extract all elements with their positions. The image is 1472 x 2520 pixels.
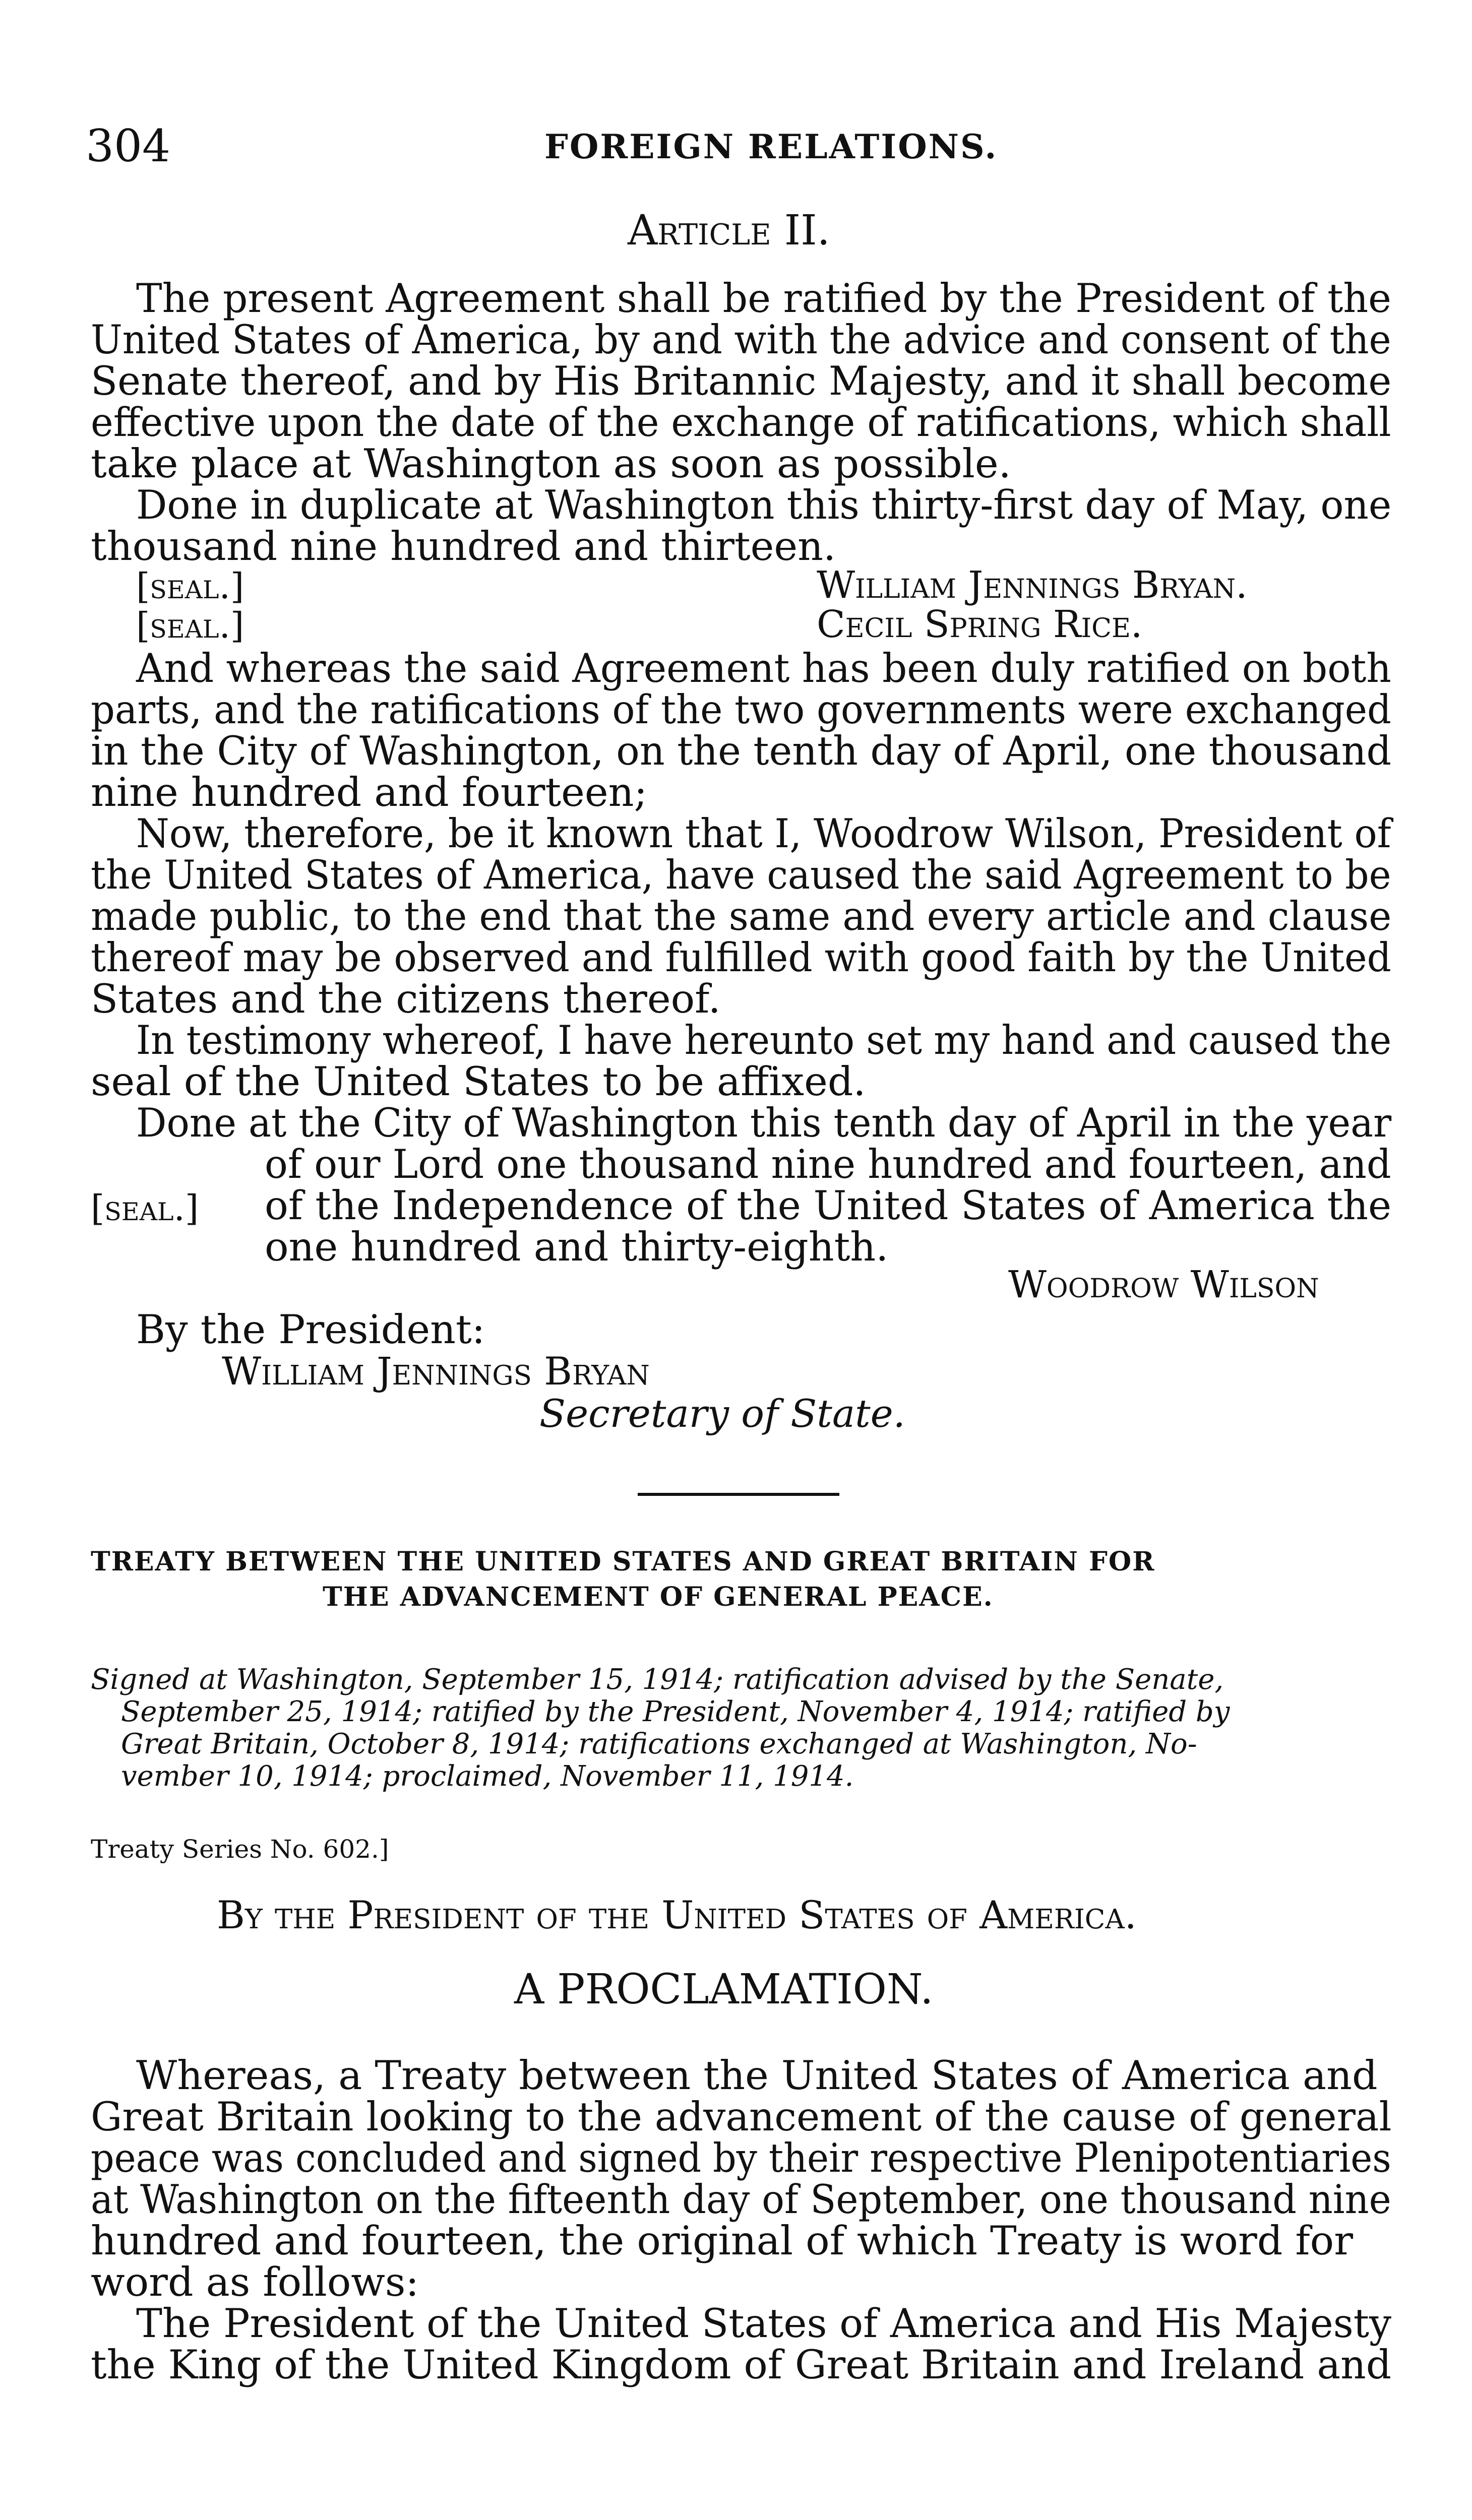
whereas-line: at Washington on the fifteenth day of September, one thousand nine [91, 2176, 1391, 2223]
body-p4-line: made public, to the end that the same and every article and clause [91, 893, 1392, 939]
whereas-line: peace was concluded and signed by their respective Plenipotentiaries [91, 2135, 1391, 2181]
running-title: FOREIGN RELATIONS. [544, 127, 998, 166]
treaty-note-line: Great Britain, October 8, 1914; ratifications exchanged at Washington, No- [121, 1728, 1197, 1760]
by-the-president-heading: By the President of the United States of America. [217, 1893, 1137, 1937]
whereas-line: Whereas, a Treaty between the United States of America and [136, 2052, 1378, 2099]
article-p1-line: effective upon the date of the exchange of ratifications, which shall [91, 399, 1391, 446]
president-signature: Woodrow Wilson [1008, 1263, 1319, 1306]
signer-name: William Jennings Bryan. [817, 563, 1248, 607]
seal-label: [seal.] [136, 565, 244, 607]
body-p3-line: parts, and the ratifications of the two governments were exchanged [91, 686, 1391, 733]
seal-label: [seal.] [136, 605, 244, 646]
body-p4-line: the United States of America, have caused the said Agreement to be [91, 852, 1391, 898]
article-p1-line: take place at Washington as soon as possible. [91, 440, 1011, 487]
body-p6-line: of the Independence of the United States of America the [265, 1182, 1392, 1229]
body-p6-line: Done at the City of Washington this tenth day of April in the year [136, 1100, 1392, 1146]
treaty-note-line: vember 10, 1914; proclaimed, November 11, 1914. [121, 1760, 854, 1793]
treaty-note-line: September 25, 1914; ratified by the President, November 4, 1914; ratified by [121, 1695, 1230, 1728]
secretary-name: William Jennings Bryan [222, 1349, 650, 1394]
article-p2-line: thousand nine hundred and thirteen. [91, 523, 836, 570]
body-p4-line: States and the citizens thereof. [91, 976, 721, 1022]
body-p3-line: And whereas the said Agreement has been duly ratified on both [136, 645, 1391, 691]
body-p4-line: Now, therefore, be it known that I, Woodrow Wilson, President of [136, 810, 1391, 857]
article-p1-line: United States of America, by and with the advice and consent of the [91, 317, 1391, 363]
body-p4-line: thereof may be observed and fulfilled with good faith by the United [91, 934, 1391, 981]
body-p6-line: one hundred and thirty-eighth. [265, 1224, 889, 1270]
whereas-line: Great Britain looking to the advancement of the cause of general [91, 2094, 1392, 2140]
whereas-line: word as follows: [91, 2259, 419, 2305]
treaty-title-line: TREATY BETWEEN THE UNITED STATES AND GREAT BRITAIN FOR [91, 1546, 1155, 1577]
proclamation-heading: A PROCLAMATION. [514, 1966, 934, 2013]
body-p3-line: in the City of Washington, on the tenth day of April, one thousand [91, 728, 1392, 774]
article-p1-line: The present Agreement shall be ratified by the President of the [136, 275, 1391, 322]
article-p2-line: Done in duplicate at Washington this thirty-first day of May, one [136, 482, 1392, 528]
treaty-title-line: THE ADVANCEMENT OF GENERAL PEACE. [323, 1582, 994, 1612]
article-heading: Article II. [628, 207, 830, 255]
body-p5-line: seal of the United States to be affixed. [91, 1058, 866, 1105]
article-p1-line: Senate thereof, and by His Britannic Majesty, and it shall become [91, 358, 1392, 404]
seal-label: [seal.] [91, 1187, 199, 1229]
whereas-line: hundred and fourteen, the original of which Treaty is word for [91, 2218, 1353, 2264]
final-line: The President of the United States of America and His Majesty [136, 2300, 1392, 2347]
section-divider [638, 1493, 839, 1496]
treaty-series: Treaty Series No. 602.] [91, 1835, 389, 1864]
signer-name: Cecil Spring Rice. [817, 603, 1143, 646]
final-line: the King of the United Kingdom of Great Britain and Ireland and [91, 2342, 1392, 2388]
body-p6-line: of our Lord one thousand nine hundred and fourteen, and [265, 1141, 1391, 1187]
page-number: 304 [86, 120, 170, 172]
treaty-note-line: Signed at Washington, September 15, 1914; ratification advised by the Senate, [91, 1663, 1224, 1696]
body-p5-line: In testimony whereof, I have hereunto set my hand and caused the [136, 1017, 1392, 1063]
secretary-title: Secretary of State. [539, 1391, 905, 1436]
by-president: By the President: [136, 1306, 485, 1353]
body-p3-line: nine hundred and fourteen; [91, 769, 648, 815]
